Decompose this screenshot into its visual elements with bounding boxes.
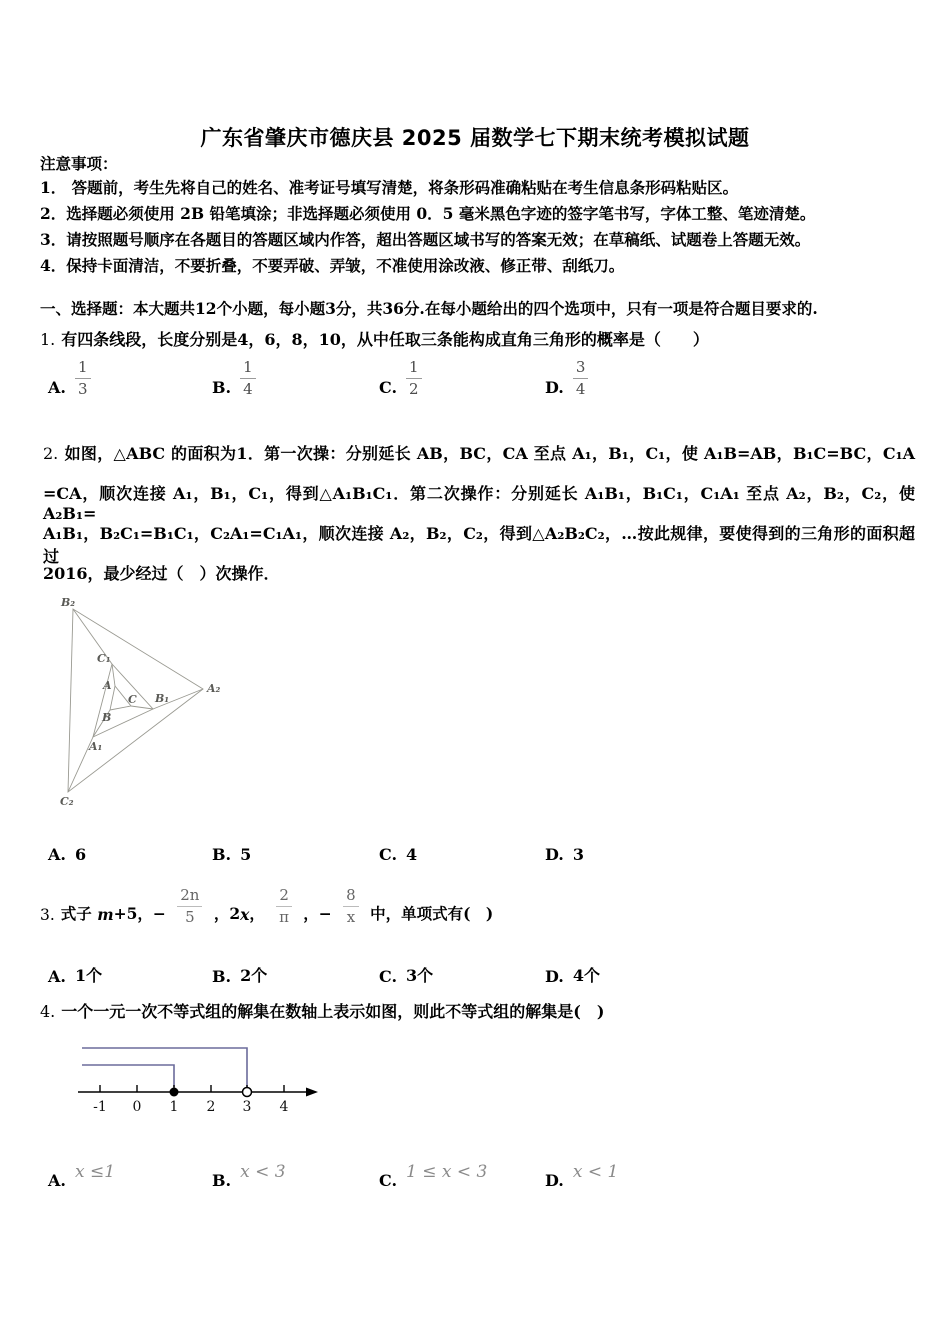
fraction-denominator: 4 (243, 380, 253, 398)
option-label: C. (379, 845, 398, 864)
q4-option-b (212, 1162, 286, 1190)
question-2-line-1 (43, 441, 915, 464)
notice-item-2: 2．选择题必须使用 2B 铅笔填涂；非选择题必须使用 0．5 毫米黑色字迹的签字笔书写，字体工整、笔迹清楚。 (40, 204, 816, 223)
option-value: 1 ≤ x < 3 (406, 1162, 488, 1182)
option-value: x < 3 (240, 1162, 286, 1182)
bracket-open-at-3 (82, 1048, 247, 1087)
vertex-label-c: C (128, 693, 137, 706)
tick-label: 2 (206, 1099, 216, 1115)
option-label: D. (545, 378, 564, 397)
question-2-text: 如图，△ABC 的面积为1．第一次操：分别延长 AB，BC，CA 至点 A₁，B₁，C₁，使 A₁B=AB，B₁C=BC，C₁A (64, 444, 915, 463)
vertex-label-a2: A₂ (207, 682, 221, 695)
q4-option-a (48, 1162, 116, 1190)
option-label: A. (48, 1171, 66, 1190)
axis-ticks (100, 1085, 284, 1092)
question-3-text: 式子 (60, 904, 98, 923)
variable-m: m (97, 905, 114, 924)
option-label: C. (379, 967, 398, 986)
axis-arrow-icon (306, 1088, 318, 1097)
notice-item-4: 4．保持卡面清洁，不要折叠，不要弄破、弄皱，不准使用涂改液、修正带、刮纸刀。 (40, 256, 625, 275)
option-label: C. (379, 1171, 398, 1190)
q1-option-c (379, 360, 422, 397)
fraction-denominator: x (346, 908, 356, 926)
vertex-label-b: B (102, 711, 112, 724)
q4-option-d (545, 1162, 619, 1190)
option-label: B. (212, 378, 232, 397)
fraction (240, 360, 256, 397)
q3-option-b (212, 963, 267, 986)
q1-option-b (212, 360, 256, 397)
fraction-denominator: 4 (575, 380, 586, 398)
question-4-text: 一个一元一次不等式组的解集在数轴上表示如图，则此不等式组的解集是( ) (61, 1002, 605, 1021)
question-3 (40, 873, 493, 925)
option-label: A. (48, 967, 66, 986)
question-3-text: ，− (297, 904, 338, 923)
option-label: B. (212, 967, 232, 986)
fraction-numerator: 1 (243, 358, 253, 376)
open-point (243, 1088, 252, 1097)
number-line-figure (70, 1032, 330, 1122)
vertex-label-c1: C₁ (97, 652, 111, 665)
fraction (406, 360, 422, 397)
q2-option-d (545, 845, 584, 864)
fraction (276, 888, 292, 925)
variable-x: x (240, 905, 250, 924)
question-3-number: 3. (40, 906, 55, 924)
q3-option-a (48, 963, 102, 986)
question-3-text: ， (249, 904, 271, 923)
fraction-numerator: 1 (409, 358, 419, 376)
q2-option-b (212, 845, 251, 864)
option-value: 4 (406, 845, 418, 864)
option-value: x < 1 (572, 1162, 619, 1182)
option-value: 3 (572, 845, 585, 864)
vertex-label-a: A (103, 679, 112, 692)
option-value: 1个 (74, 966, 103, 985)
option-value: 6 (74, 845, 87, 864)
page-title: 广东省肇庆市德庆县 2025 届数学七下期末统考模拟试题 (200, 126, 750, 151)
question-2-line-3: A₁B₁，B₂C₁=B₁C₁，C₂A₁=C₁A₁，顺次连接 A₂，B₂，C₂，得到△A₂B₂C₂，…按此规律，要使得到的三角形的面积超过 (43, 524, 915, 566)
notice-item-3: 3．请按照题号顺序在各题目的答题区域内作答，超出答题区域书写的答案无效；在草稿纸、试题卷上答题无效。 (40, 230, 811, 249)
vertex-label-a1: A₁ (89, 740, 103, 753)
question-3-text: ，2 (208, 904, 241, 923)
q1-option-d (545, 360, 588, 397)
question-4-number: 4. (40, 1002, 56, 1021)
question-1-options (40, 360, 925, 416)
notice-heading: 注意事项： (40, 154, 118, 173)
question-2-options (40, 845, 925, 869)
question-4-options (40, 1162, 925, 1202)
q4-option-c (379, 1162, 488, 1190)
option-value: 5 (240, 845, 252, 864)
question-2-line-2: =CA，顺次连接 A₁，B₁，C₁，得到△A₁B₁C₁．第二次操作：分别延长 A₁B₁，B₁C₁，C₁A₁ 至点 A₂，B₂，C₂，使 A₂B₁= (43, 484, 915, 523)
fraction-numerator: 8 (346, 886, 356, 904)
vertex-label-c2: C₂ (60, 795, 74, 808)
option-label: A. (48, 845, 66, 864)
option-label: D. (545, 1171, 564, 1190)
fraction-denominator: 2 (409, 380, 419, 398)
tick-label: 0 (132, 1099, 142, 1115)
option-value: 3个 (406, 966, 434, 985)
closed-point (170, 1088, 179, 1097)
option-value: 2个 (240, 966, 268, 985)
question-2-number: 2. (43, 444, 59, 463)
option-value: x ≤1 (74, 1162, 116, 1182)
question-1-number: 1. (40, 330, 56, 349)
question-1-text: 有四条线段，长度分别是4，6，8，10，从中任取三条能构成直角三角形的概率是（ ） (61, 330, 709, 349)
fraction (573, 360, 589, 397)
option-label: B. (212, 1171, 232, 1190)
option-label: D. (545, 967, 564, 986)
tick-label: 3 (242, 1099, 252, 1115)
fraction-numerator: 2n (180, 886, 200, 904)
vertex-label-b1: B₁ (155, 692, 170, 705)
fraction-numerator: 3 (575, 358, 586, 376)
bracket-closed-at-1 (82, 1065, 174, 1087)
triangle-figure (52, 590, 222, 810)
fraction (75, 360, 91, 397)
q3-option-c (379, 963, 433, 986)
q2-option-c (379, 845, 417, 864)
question-3-text: +5，− (113, 904, 172, 923)
question-2-line-4: 2016，最少经过（ ）次操作． (43, 564, 280, 583)
option-label: C. (379, 378, 398, 397)
notice-item-1: 1． 答题前，考生先将自己的姓名、准考证号填写清楚，将条形码准确粘贴在考生信息条形码粘贴区。 (40, 178, 739, 197)
fraction-denominator: 3 (77, 380, 88, 398)
fraction-denominator: 5 (185, 908, 195, 926)
option-label: A. (48, 378, 66, 397)
vertex-label-b2: B₂ (61, 596, 76, 609)
question-3-text: 中，单项式有( ) (364, 904, 494, 923)
option-label: B. (212, 845, 232, 864)
tick-label: 1 (169, 1099, 179, 1115)
option-label: D. (545, 845, 564, 864)
option-value: 4个 (572, 966, 601, 985)
q2-option-a (48, 845, 86, 864)
question-1 (40, 327, 925, 350)
tick-label: -1 (93, 1099, 107, 1115)
q1-option-a (48, 360, 91, 397)
fraction-denominator: π (279, 908, 290, 926)
tick-label: 4 (279, 1099, 289, 1115)
fraction-numerator: 1 (77, 358, 88, 376)
question-3-options (40, 963, 925, 987)
fraction (177, 888, 202, 925)
section-heading: 一、选择题：本大题共12个小题，每小题3分，共36分.在每小题给出的四个选项中，只有一项是符合题目要求的. (40, 299, 818, 318)
question-4 (40, 999, 925, 1022)
q3-option-d (545, 963, 600, 986)
fraction-numerator: 2 (279, 886, 289, 904)
fraction (343, 888, 359, 925)
